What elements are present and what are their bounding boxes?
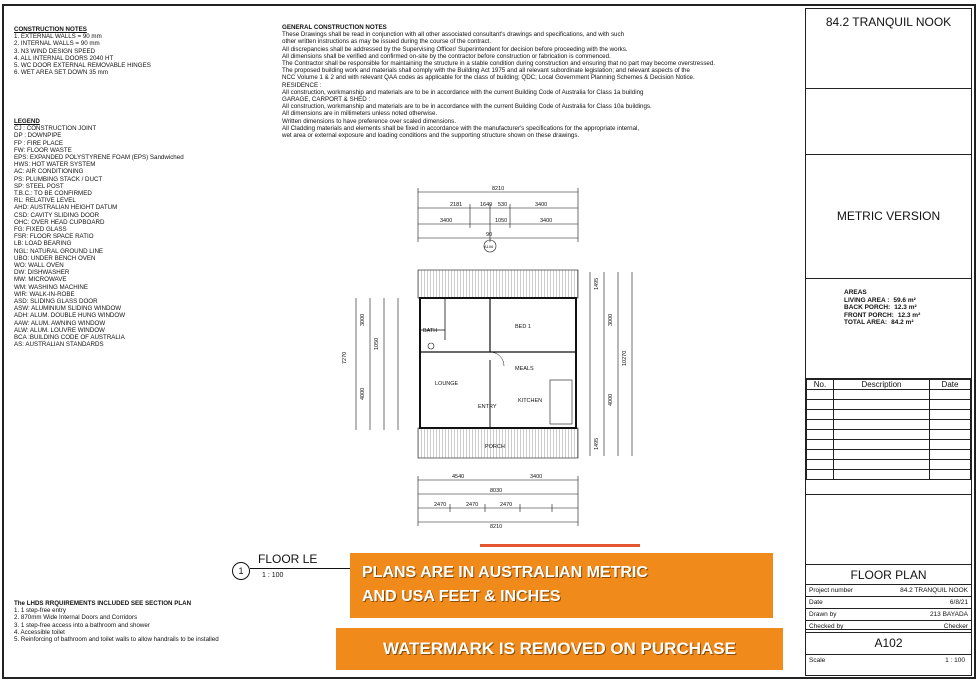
rev-date-header: Date xyxy=(930,380,971,390)
legend-item: NGL: NATURAL GROUND LINE xyxy=(14,247,104,255)
room-label: BED 1 xyxy=(515,324,531,330)
legend-item: OHC: OVER HEAD CUPBOARD xyxy=(14,218,105,226)
svg-text:8210: 8210 xyxy=(490,524,503,530)
svg-text:4000: 4000 xyxy=(608,393,614,406)
lhds-item: 1. 1 step-free entry xyxy=(14,607,66,615)
svg-text:3400: 3400 xyxy=(440,218,453,224)
info-label: Drawn by xyxy=(806,609,873,621)
area-row xyxy=(844,319,971,327)
area-value: 84.2 m² xyxy=(891,319,914,327)
legend-item: LB: LOAD BEARING xyxy=(14,240,72,248)
info-row xyxy=(806,609,971,621)
construction-note-item: 3. N3 WIND DESIGN SPEED xyxy=(14,47,96,55)
general-note-line: All dimensions shall be verified and confirmed on-site by the contractor before construction or fabrication is commenced. xyxy=(282,52,611,60)
legend-item: DP : DOWNPIPE xyxy=(14,132,62,140)
svg-text:4000: 4000 xyxy=(360,387,366,400)
general-note-line: RESIDENCE : xyxy=(282,81,322,89)
legend-item: ADH: ALUM. DOUBLE HUNG WINDOW xyxy=(14,312,126,320)
areas-summary xyxy=(806,279,971,379)
area-row xyxy=(844,304,971,312)
general-note-line: All discrepancies shall be addressed by the Supervising Officer/ Superintendent for decision before proceeding with the works. xyxy=(282,45,628,53)
info-value: 84.2 TRANQUIL NOOK xyxy=(873,585,971,597)
general-notes-title: GENERAL CONSTRUCTION NOTES xyxy=(282,24,387,31)
legend-item: T.B.C.: TO BE CONFIRMED xyxy=(14,190,92,198)
lhds-requirements xyxy=(14,600,219,643)
general-note-line: The proposed building work and materials shall comply with the Building Act 1975 and all relevant subordinate legislation; and relevant aspects of the xyxy=(282,67,690,75)
construction-note-item: 4. ALL INTERNAL DOORS 2040 HT xyxy=(14,54,114,62)
legend-item: CJ : CONSTRUCTION JOINT xyxy=(14,125,97,133)
general-notes xyxy=(282,24,715,139)
legend-item: FP : FIRE PLACE xyxy=(14,139,64,147)
svg-text:3000: 3000 xyxy=(360,313,366,326)
project-info-table xyxy=(806,585,971,633)
legend-item: HWS: HOT WATER SYSTEM xyxy=(14,161,96,169)
svg-text:10270: 10270 xyxy=(622,350,628,366)
floor-plan-drawing xyxy=(340,180,640,540)
sheet-name: FLOOR PLAN xyxy=(806,565,971,585)
room-label: KITCHEN xyxy=(518,398,543,404)
info-row xyxy=(806,585,971,597)
area-value: 12.3 m² xyxy=(897,311,921,319)
legend-item: WM: WASHING MACHINE xyxy=(14,283,89,291)
legend-item: SP: STEEL POST xyxy=(14,182,64,190)
construction-note-item: 6. WET AREA SET DOWN 35 mm xyxy=(14,69,108,77)
svg-text:7270: 7270 xyxy=(342,351,348,364)
general-note-line: All construction, workmanship and materials are to be in accordance with the current Building Code of Australia for Class 1a building xyxy=(282,88,644,96)
view-number-bubble: 1 xyxy=(232,562,250,580)
units-banner xyxy=(350,553,773,618)
general-note-line: GARAGE, CARPORT & SHED : xyxy=(282,96,371,104)
legend-item: CSD: CAVITY SLIDING DOOR xyxy=(14,211,100,219)
sheet-number: A102 xyxy=(806,629,971,655)
lhds-item: 2. 870mm Wide Internal Doors and Corridors xyxy=(14,614,138,622)
room-label: PORCH xyxy=(485,444,505,450)
general-note-line: All construction, workmanship and materials are to be in accordance with the current Building Code of Australia for Class 10a buildings. xyxy=(282,103,652,111)
construction-note-item: 2. INTERNAL WALLS = 90 mm xyxy=(14,40,100,48)
legend-title: LEGEND xyxy=(14,118,40,125)
legend-item: FW: FLOOR WASTE xyxy=(14,146,72,154)
project-title: 84.2 TRANQUIL NOOK xyxy=(806,9,971,89)
lhds-item: 4. Accessible toilet xyxy=(14,628,65,636)
svg-text:1495: 1495 xyxy=(594,277,600,290)
info-value: 213 BAYADA xyxy=(873,609,971,621)
general-note-line: The Contractor shall be responsible for maintaining the structure in a stable condition during construction and ensuring that no part may become overstressed. xyxy=(282,60,716,68)
general-note-line: other written instructions as may be issued during the course of the contract. xyxy=(282,38,492,46)
info-value: Checker xyxy=(873,621,971,633)
legend-item: RL: RELATIVE LEVEL xyxy=(14,197,76,205)
svg-text:1495: 1495 xyxy=(594,437,600,450)
metric-version: METRIC VERSION xyxy=(806,155,971,279)
area-value: 12.3 m² xyxy=(894,304,917,312)
view-scale: 1 : 100 xyxy=(262,572,284,579)
room-label: LOUNGE xyxy=(435,381,459,387)
legend-item: FG: FIXED GLASS xyxy=(14,226,67,234)
revision-table xyxy=(806,379,971,480)
watermark-banner: WATERMARK IS REMOVED ON PURCHASE xyxy=(336,628,783,670)
legend-item: UBO: UNDER BENCH OVEN xyxy=(14,254,96,262)
legend-item: WIR: WALK-IN-ROBE xyxy=(14,290,75,298)
general-note-line: All dimensions are in millimeters unless noted otherwise. xyxy=(282,110,438,118)
svg-text:2470: 2470 xyxy=(434,502,447,508)
scale-value: 1 : 100 xyxy=(945,657,965,664)
legend xyxy=(14,118,184,349)
legend-item: AC: AIR CONDITIONING xyxy=(14,168,84,176)
svg-text:2181: 2181 xyxy=(450,202,463,208)
general-note-line: These Drawings shall be read in conjunction with all other associated consultant's drawings and specifications, and with such xyxy=(282,31,625,39)
svg-text:4540: 4540 xyxy=(452,474,465,480)
legend-item: AHD: AUSTRALIAN HEIGHT DATUM xyxy=(14,204,118,212)
legend-item: EPS: EXPANDED POLYSTYRENE FOAM (EPS) Sandwiched xyxy=(14,154,184,162)
area-label: LIVING AREA : xyxy=(844,296,890,304)
areas-title: AREAS xyxy=(844,289,867,296)
lhds-title: The LHDS RRQUIREMENTS INCLUDED SEE SECTION PLAN xyxy=(14,600,192,607)
area-value: 59.6 m² xyxy=(893,296,916,304)
area-label: TOTAL AREA: xyxy=(844,319,888,327)
svg-text:3400: 3400 xyxy=(540,218,553,224)
rev-no-header: No. xyxy=(807,380,834,390)
general-note-line: All Cladding materials and elements shall be fixed in accordance with the manufacturer's specifications for the appropriate internal, xyxy=(282,124,640,132)
scale-label: Scale xyxy=(809,657,826,664)
svg-text:3000: 3000 xyxy=(608,313,614,326)
view-title: FLOOR LE xyxy=(258,552,318,566)
svg-text:2470: 2470 xyxy=(500,502,513,508)
legend-item: DW: DISHWASHER xyxy=(14,269,70,277)
construction-notes-title: CONSTRUCTION NOTES xyxy=(14,26,87,33)
construction-notes xyxy=(14,26,151,76)
area-label: BACK PORCH: xyxy=(844,304,891,312)
legend-item: ALW: ALUM. LOUVRE WINDOW xyxy=(14,326,105,334)
general-note-line: wet area or external exposure and loading conditions and the supporting structure shown on these drawings. xyxy=(282,132,580,140)
banner-line1: PLANS ARE IN AUSTRALIAN METRIC xyxy=(362,564,648,581)
svg-text:1050: 1050 xyxy=(495,218,508,224)
svg-text:3400: 3400 xyxy=(530,474,543,480)
banner-line2: AND USA FEET & INCHES xyxy=(362,588,561,605)
lhds-item: 3. 1 step-free access into a bathroom and shower xyxy=(14,621,150,629)
info-label: Project number xyxy=(806,585,873,597)
svg-text:90: 90 xyxy=(486,232,493,238)
legend-item: FSR: FLOOR SPACE RATIO xyxy=(14,233,94,241)
area-row xyxy=(844,297,971,305)
svg-text:1649: 1649 xyxy=(480,202,493,208)
legend-item: ASW: ALUMINIUM SLIDING WINDOW xyxy=(14,305,122,313)
legend-item: BCA :BUILDING CODE OF AUSTRALIA xyxy=(14,334,125,342)
info-label: Checked by xyxy=(806,621,873,633)
legend-item: PS: PLUMBING STACK / DUCT xyxy=(14,175,103,183)
construction-note-item: 1. EXTERNAL WALLS = 90 mm xyxy=(14,33,102,41)
room-label: ENTRY xyxy=(478,404,497,410)
room-label: BATH xyxy=(423,328,438,334)
area-row xyxy=(844,312,971,320)
svg-text:A106: A106 xyxy=(484,244,494,249)
legend-item: AS: AUSTRALIAN STANDARDS xyxy=(14,341,104,349)
legend-item: AAW: ALUM. AWNING WINDOW xyxy=(14,319,106,327)
rev-desc-header: Description xyxy=(834,380,930,390)
legend-item: WO: WALL OVEN xyxy=(14,262,64,270)
dim-overall-top: 8210 xyxy=(492,186,505,192)
general-note-line: Written dimensions to have preference over scaled dimensions. xyxy=(282,117,456,125)
svg-text:3400: 3400 xyxy=(535,202,548,208)
general-note-line: NCC Volume 1 & 2 and with relevant QAA codes as applicable for the class of building; QDC; Local Government Planning Schemes & Decision Notice. xyxy=(282,74,695,82)
legend-item: MW: MICROWAVE xyxy=(14,276,67,284)
svg-text:8030: 8030 xyxy=(490,488,503,494)
legend-item: ASD: SLIDING GLASS DOOR xyxy=(14,298,98,306)
lhds-item: 5. Reinforcing of bathroom and toilet walls to allow handrails to be installed xyxy=(14,636,219,644)
svg-text:530: 530 xyxy=(498,202,508,208)
svg-text:2470: 2470 xyxy=(466,502,479,508)
svg-text:1050: 1050 xyxy=(374,337,380,350)
info-row xyxy=(806,597,971,609)
info-value: 6/8/21 xyxy=(873,597,971,609)
info-label: Date xyxy=(806,597,873,609)
construction-note-item: 5. WC DOOR EXTERNAL REMOVABLE HINGES xyxy=(14,62,151,70)
room-label: MEALS xyxy=(515,366,534,372)
area-label: FRONT PORCH: xyxy=(844,311,894,319)
title-block xyxy=(805,8,972,676)
